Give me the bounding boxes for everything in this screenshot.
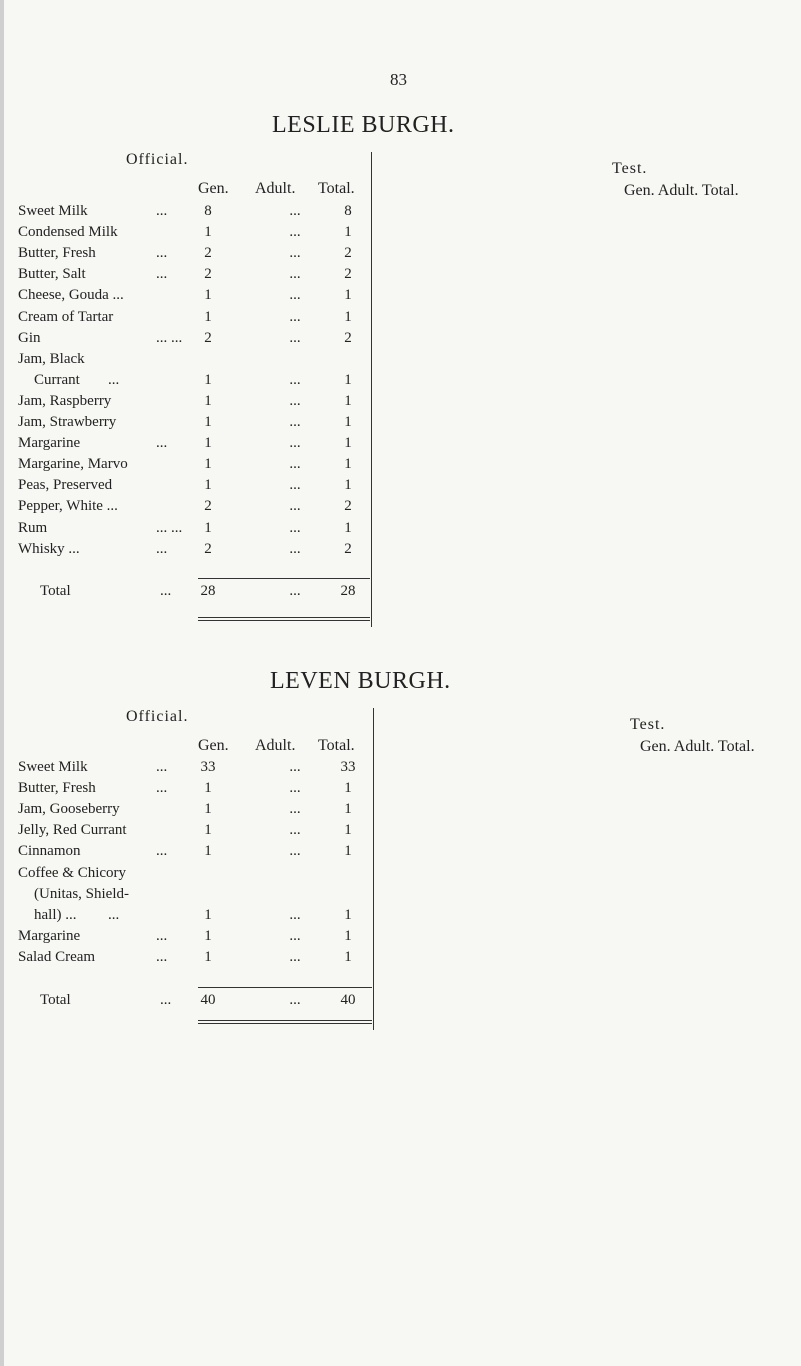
adult-dots: ... [289,287,301,304]
adult-dots: ... [289,759,301,775]
gen-value: 2 [204,266,212,283]
table-row [18,865,378,886]
official-label: Official. [126,708,189,725]
table-row [18,309,378,330]
adult-dots: ... [289,992,301,1008]
table-row [18,520,378,541]
total-value: 1 [344,843,352,860]
gen-value: 1 [204,843,212,860]
leven-table [18,759,378,1059]
page-number: 83 [390,70,407,89]
gen-value: 1 [204,927,212,944]
leader-dots: ... [108,371,120,388]
test-label: Test. [612,160,648,177]
item-name: Jam, Gooseberry [18,801,120,818]
header-total: Total. [318,737,355,754]
item-name: Jam, Raspberry [18,392,112,409]
adult-dots: ... [289,801,301,818]
total-value: 1 [344,477,352,494]
leader-dots: ... [160,583,172,599]
total-value: 1 [344,308,352,325]
item-name: (Unitas, Shield- [34,885,129,902]
gen-value: 1 [204,780,212,797]
scan-edge [0,0,4,1366]
table-row [18,759,378,780]
gen-total: 28 [200,583,216,599]
gen-value: 33 [200,759,216,775]
gen-total: 40 [200,992,216,1008]
section-title-leven: LEVEN BURGH. [270,668,451,694]
total-value: 1 [344,519,352,536]
table-row [18,245,378,266]
total-value: 1 [344,927,352,944]
table-row [18,498,378,519]
table-row [18,886,378,907]
adult-dots: ... [289,245,301,262]
adult-dots: ... [289,224,301,241]
total-value: 1 [344,414,352,430]
adult-dots: ... [289,414,301,430]
item-name: Peas, Preserved [18,477,113,494]
total-label: Total [40,583,71,599]
item-name: Margarine [18,435,81,452]
leader-dots: ... [156,266,168,283]
leader-dots: ... ... [156,329,183,346]
table-row [18,456,378,477]
adult-dots: ... [289,822,301,839]
leader-dots: ... [156,759,168,775]
item-name: Jam, Black [18,350,85,367]
table-row [18,477,378,498]
total-value: 1 [344,287,352,304]
table-row [18,414,378,435]
item-name: Sweet Milk [18,203,88,219]
adult-dots: ... [289,540,301,557]
item-name: Jam, Strawberry [18,414,117,430]
adult-dots: ... [289,308,301,325]
table-row [18,287,378,308]
item-name: Coffee & Chicory [18,864,127,881]
adult-dots: ... [289,266,301,283]
adult-dots: ... [289,498,301,515]
total-value: 1 [344,822,352,839]
grand-total: 28 [340,583,356,599]
total-value: 2 [344,329,352,346]
item-name: Jelly, Red Currant [18,822,127,839]
test-label: Test. [630,716,666,733]
table-row [18,203,378,224]
adult-dots: ... [289,780,301,797]
total-value: 2 [344,245,352,262]
total-value: 2 [344,498,352,515]
item-name: Cinnamon [18,843,81,860]
total-value: 8 [344,203,352,219]
double-rule-bottom [198,620,370,621]
item-name: Salad Cream [18,948,96,965]
item-name: Butter, Salt [18,266,86,283]
leader-dots: ... [156,540,168,557]
table-row [18,266,378,287]
adult-dots: ... [289,477,301,494]
official-label: Official. [126,151,189,168]
header-gen: Gen. [198,737,229,754]
gen-value: 1 [204,519,212,536]
table-row [18,330,378,351]
section-title-leslie: LESLIE BURGH. [272,112,455,138]
sum-rule [198,578,370,579]
table-row [18,928,378,949]
grand-total: 40 [340,992,356,1008]
adult-dots: ... [289,948,301,965]
leader-dots: ... [156,843,168,860]
table-row [18,801,378,822]
gen-value: 1 [204,456,212,473]
table-row [18,822,378,843]
gen-value: 2 [204,245,212,262]
gen-value: 1 [204,224,212,241]
leader-dots: ... [156,203,168,219]
item-name: Currant [34,371,80,388]
table-row [18,843,378,864]
total-value: 1 [344,801,352,818]
gen-value: 1 [204,801,212,818]
item-name: Whisky ... [18,540,80,557]
gen-value: 1 [204,477,212,494]
item-name: Gin [18,329,41,346]
header-adult: Adult. [255,737,296,754]
adult-dots: ... [289,906,301,923]
total-value: 1 [344,948,352,965]
sum-rule [198,987,372,988]
double-rule-top [198,617,370,618]
table-row [18,541,378,562]
item-name: Margarine, Marvo [18,456,128,473]
test-headers: Gen. Adult. Total. [640,738,755,755]
gen-value: 2 [204,498,212,515]
header-gen: Gen. [198,180,229,197]
adult-dots: ... [289,583,301,599]
total-value: 1 [344,435,352,452]
total-row [18,583,378,604]
leslie-table [18,203,378,603]
table-row [18,780,378,801]
header-adult: Adult. [255,180,296,197]
header-total: Total. [318,180,355,197]
adult-dots: ... [289,927,301,944]
table-row [18,907,378,928]
total-row [18,992,378,1013]
gen-value: 1 [204,287,212,304]
item-name: Cheese, Gouda ... [18,287,124,304]
total-value: 33 [340,759,356,775]
double-rule-top [198,1020,372,1021]
item-name: Sweet Milk [18,759,88,775]
adult-dots: ... [289,435,301,452]
table-row [18,393,378,414]
total-value: 2 [344,540,352,557]
item-name: hall) ... [34,906,77,923]
gen-value: 2 [204,540,212,557]
total-value: 1 [344,224,352,241]
leader-dots: ... [156,948,168,965]
item-name: Butter, Fresh [18,245,96,262]
gen-value: 1 [204,308,212,325]
adult-dots: ... [289,329,301,346]
table-row [18,435,378,456]
item-name: Rum [18,519,48,536]
gen-value: 1 [204,392,212,409]
table-row [18,351,378,372]
leader-dots: ... [156,927,168,944]
gen-value: 1 [204,435,212,452]
gen-value: 1 [204,948,212,965]
leader-dots: ... [156,780,168,797]
adult-dots: ... [289,456,301,473]
gen-value: 2 [204,329,212,346]
gen-value: 1 [204,414,212,430]
item-name: Pepper, White ... [18,498,118,515]
total-value: 1 [344,906,352,923]
gen-value: 1 [204,371,212,388]
item-name: Condensed Milk [18,224,118,241]
leader-dots: ... [156,245,168,262]
leader-dots: ... [160,992,172,1008]
adult-dots: ... [289,843,301,860]
double-rule-bottom [198,1023,372,1024]
gen-value: 1 [204,906,212,923]
leader-dots: ... [156,435,168,452]
table-row [18,372,378,393]
gen-value: 1 [204,822,212,839]
adult-dots: ... [289,371,301,388]
table-row [18,949,378,970]
item-name: Butter, Fresh [18,780,96,797]
test-headers: Gen. Adult. Total. [624,182,739,199]
item-name: Margarine [18,927,81,944]
total-value: 2 [344,266,352,283]
total-value: 1 [344,392,352,409]
leader-dots: ... [108,906,120,923]
total-value: 1 [344,456,352,473]
adult-dots: ... [289,203,301,219]
table-row [18,224,378,245]
adult-dots: ... [289,519,301,536]
leader-dots: ... ... [156,519,183,536]
total-label: Total [40,992,71,1008]
gen-value: 8 [204,203,212,219]
item-name: Cream of Tartar [18,308,114,325]
total-value: 1 [344,780,352,797]
total-value: 1 [344,371,352,388]
adult-dots: ... [289,392,301,409]
